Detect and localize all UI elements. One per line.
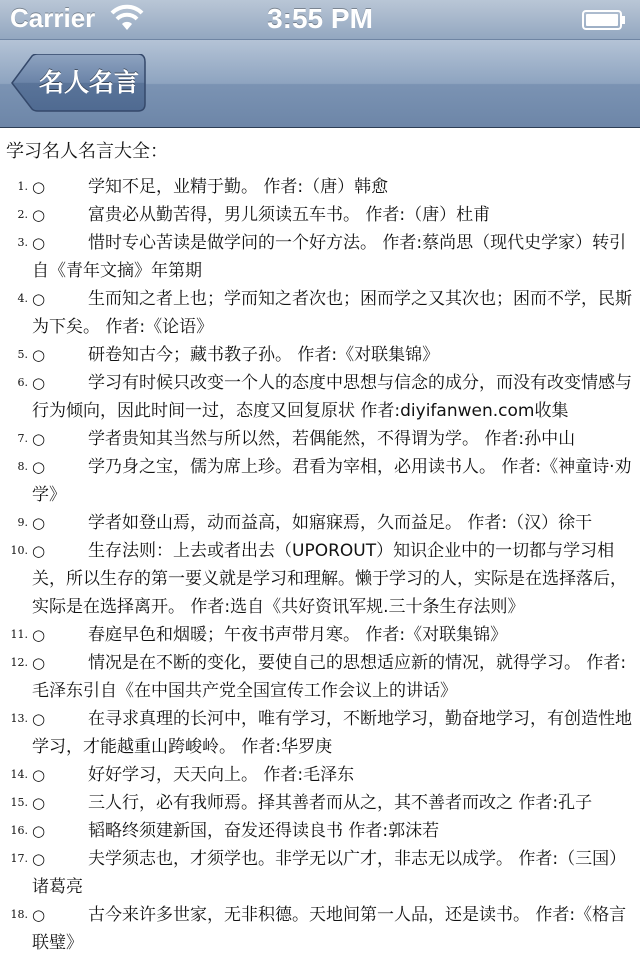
bullet-icon: ○ [32,178,46,196]
list-item [0,901,640,957]
list-item [0,705,640,761]
list-item-number: 12. [10,656,28,669]
list-item [0,761,640,789]
list-item-number: 5. [17,348,28,361]
quote-text: 生而知之者上也；学而知之者次也；困而学之又其次也；困而不学，民斯为下矣。 作者:《论语》 [32,289,632,337]
list-item-number: 16. [10,824,28,837]
quote-text: 富贵必从勤苦得，男儿须读五车书。 作者:（唐）杜甫 [88,205,491,225]
list-item [0,649,640,705]
status-bar [0,0,640,40]
list-item-number: 4. [17,292,28,305]
content-area[interactable] [0,129,640,960]
quote-text: 古今来许多世家，无非积德。天地间第一人品，还是读书。 作者:《格言联璧》 [32,905,627,953]
quote-text: 研卷知古今；藏书教子孙。 作者:《对联集锦》 [88,345,440,365]
list-item-number: 10. [10,544,28,557]
list-item-number: 17. [10,852,28,865]
bullet-icon: ○ [32,290,46,308]
list-item [0,229,640,285]
quote-text: 学者贵知其当然与所以然，若偶能然，不得谓为学。 作者:孙中山 [88,429,576,449]
list-item [0,621,640,649]
bullet-icon: ○ [32,430,46,448]
bullet-icon: ○ [32,542,46,560]
list-item [0,789,640,817]
quote-text: 在寻求真理的长河中，唯有学习，不断地学习，勤奋地学习，有创造性地学习，才能越重山跨峻岭。 作者:华罗庚 [32,709,632,757]
bullet-icon: ○ [32,654,46,672]
list-item [0,453,640,509]
list-item-number: 7. [17,432,28,445]
list-item-number: 8. [17,460,28,473]
quote-list [0,173,640,957]
carrier-label: Carrier [10,3,96,33]
back-button[interactable] [10,54,146,112]
bullet-icon: ○ [32,794,46,812]
list-item [0,817,640,845]
list-item [0,425,640,453]
list-item [0,509,640,537]
quote-text: 情况是在不断的变化，要使自己的思想适应新的情况，就得学习。 作者:毛泽东引自《在中国共产党全国宣传工作会议上的讲话》 [32,653,627,701]
battery-icon [582,10,626,30]
quote-text: 生存法则：上去或者出去（UPOROUT）知识企业中的一切都与学习相关，所以生存的第一要义就是学习和理解。懒于学习的人，实际是在选择落后，实际是在选择离开。 作者:选自《共好资讯军规.三十条生存法则》 [32,541,627,617]
quote-text: 三人行，必有我师焉。择其善者而从之，其不善者而改之 作者:孔子 [88,793,593,813]
list-item [0,537,640,621]
list-item-number: 9. [17,516,28,529]
bullet-icon: ○ [32,514,46,532]
bullet-icon: ○ [32,766,46,784]
list-item-number: 1. [17,180,28,193]
clock: 3:55 PM [267,3,373,34]
list-item [0,845,640,901]
quote-text: 学者如登山焉，动而益高，如寤寐焉，久而益足。 作者:（汉）徐干 [88,513,593,533]
back-button-label: 名人名言 [38,68,139,97]
list-item [0,285,640,341]
quote-text: 春庭早色和烟暖；午夜书声带月寒。 作者:《对联集锦》 [88,625,508,645]
quote-text: 学乃身之宝，儒为席上珍。君看为宰相，必用读书人。 作者:《神童诗·劝学》 [32,457,632,505]
list-item-number: 6. [17,376,28,389]
bullet-icon: ○ [32,346,46,364]
quote-text: 好好学习，天天向上。 作者:毛泽东 [88,765,355,785]
bullet-icon: ○ [32,850,46,868]
list-item-number: 2. [17,208,28,221]
quote-text: 学知不足，业精于勤。 作者:（唐）韩愈 [88,177,389,197]
list-item-number: 13. [10,712,28,725]
quote-text: 韬略终须建新国，奋发还得读良书 作者:郭沫若 [88,821,440,841]
list-item-number: 15. [10,796,28,809]
bullet-icon: ○ [32,710,46,728]
list-item [0,341,640,369]
list-item-number: 3. [17,236,28,249]
list-item [0,369,640,425]
bullet-icon: ○ [32,822,46,840]
list-item-number: 18. [10,908,28,921]
quote-text: 惜时专心苦读是做学问的一个好方法。 作者:蔡尚思（现代史学家）转引自《青年文摘》年第期 [32,233,627,281]
bullet-icon: ○ [32,626,46,644]
page-heading: 学习名人名言大全： [6,141,168,162]
bullet-icon: ○ [32,906,46,924]
bullet-icon: ○ [32,234,46,252]
list-item-number: 11. [10,628,28,641]
bullet-icon: ○ [32,374,46,392]
list-item-number: 14. [10,768,28,781]
quote-text: 夫学须志也，才须学也。非学无以广才，非志无以成学。 作者:（三国）诸葛亮 [32,849,627,897]
quote-text: 学习有时候只改变一个人的态度中思想与信念的成分，而没有改变情感与行为倾向，因此时间一过，态度又回复原状 作者:diyifanwen.com收集 [32,373,632,421]
list-item [0,201,640,229]
navigation-bar [0,40,640,128]
list-item [0,173,640,201]
bullet-icon: ○ [32,206,46,224]
bullet-icon: ○ [32,458,46,476]
